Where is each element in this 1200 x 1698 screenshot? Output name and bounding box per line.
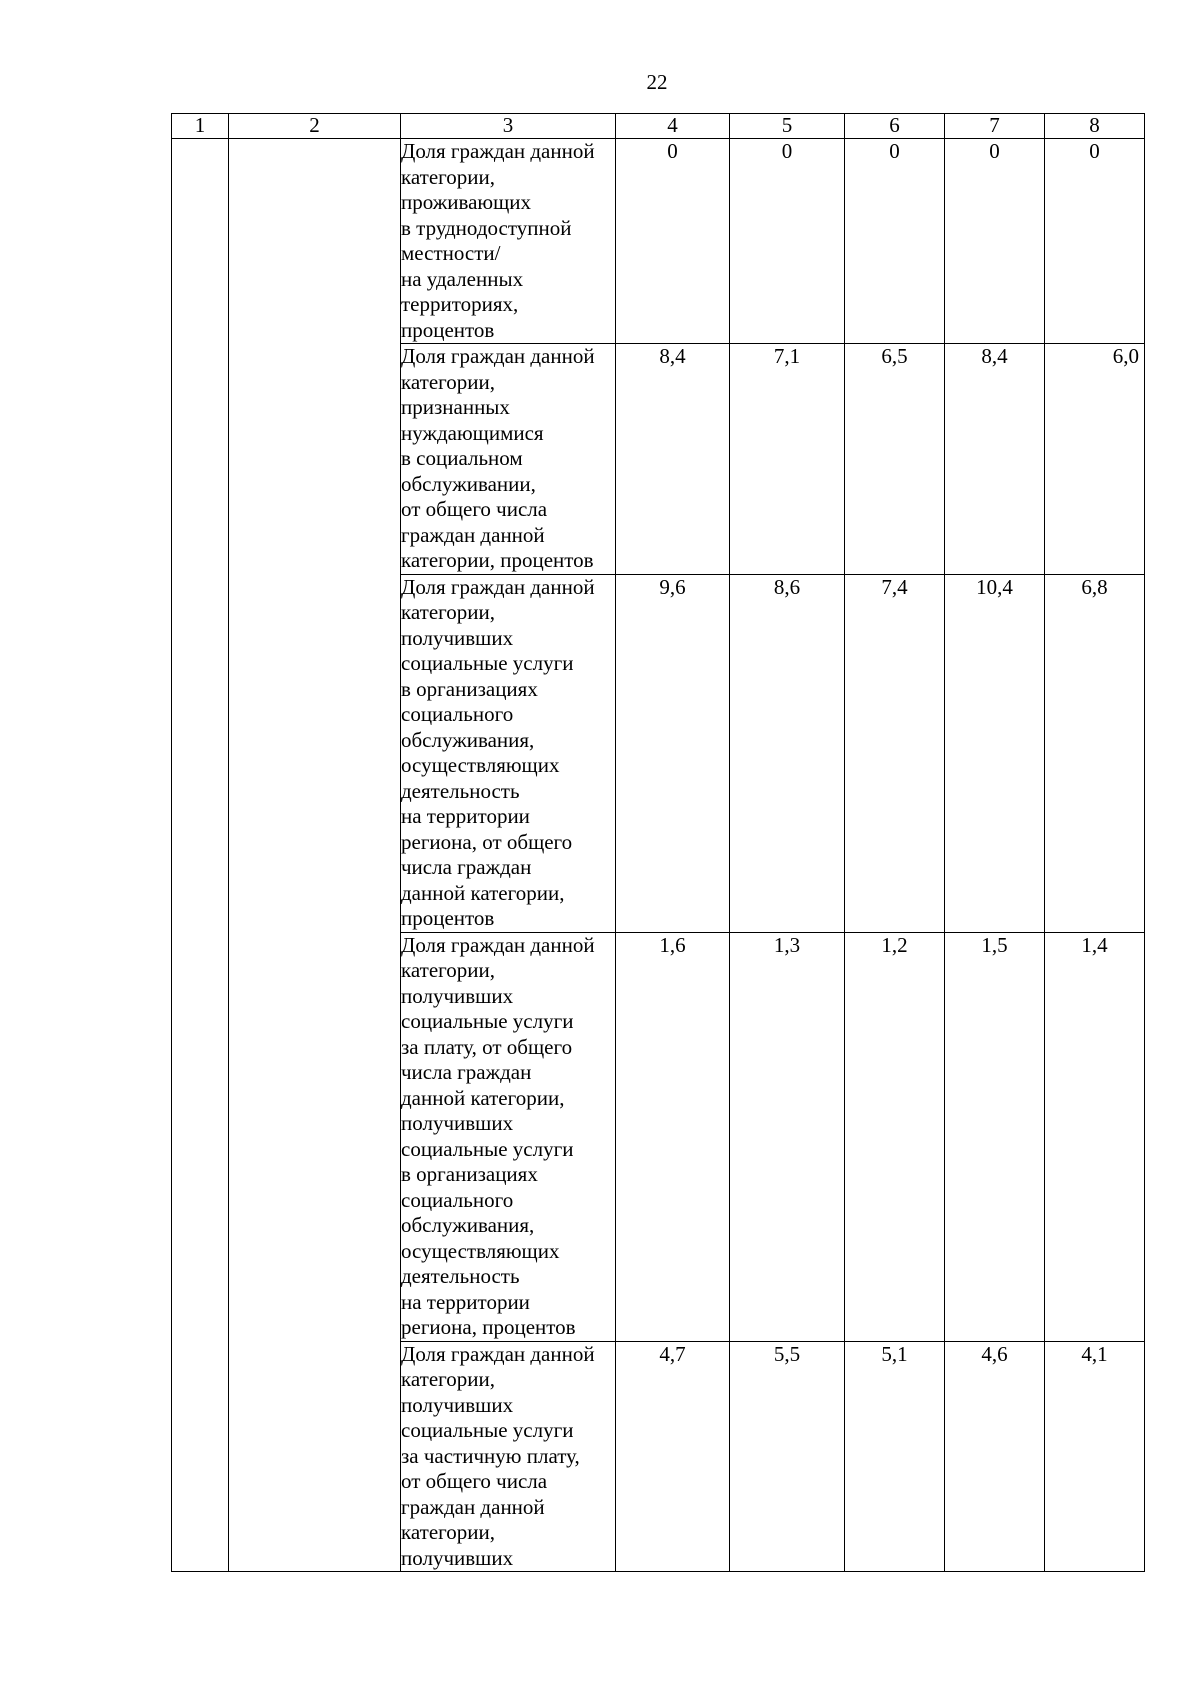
value-cell: 4,1 [1045,1341,1145,1572]
column-number-cell: 3 [401,114,616,139]
value-cell: 1,5 [945,932,1045,1341]
column-number-row [172,114,1145,139]
value-cell: 1,4 [1045,932,1145,1341]
value-cell: 0 [730,139,845,344]
empty-cell-col2 [229,139,401,1572]
value-cell: 9,6 [616,574,730,932]
value-cell: 1,3 [730,932,845,1341]
value-cell: 0 [1045,139,1145,344]
column-number-cell: 4 [616,114,730,139]
value-cell: 0 [616,139,730,344]
page-number: 22 [646,70,668,94]
column-number-cell: 5 [730,114,845,139]
indicator-description: Доля граждан данной категории, получивших социальные услуги за плату, от общего числа граждан данной категории, получивших социальные услуги в организациях социального обслуживания, осуществляющих деятельность на территории региона, процентов [401,932,616,1341]
indicator-description: Доля граждан данной категории, проживающих в труднодоступной местности/ на удаленных территориях, процентов [401,139,616,344]
value-cell: 4,6 [945,1341,1045,1572]
value-cell: 0 [945,139,1045,344]
column-number-cell: 7 [945,114,1045,139]
value-cell: 1,2 [845,932,945,1341]
column-number-cell: 1 [172,114,229,139]
value-cell: 8,4 [945,344,1045,575]
column-number-cell: 6 [845,114,945,139]
value-cell: 8,4 [616,344,730,575]
value-cell: 5,1 [845,1341,945,1572]
value-cell: 0 [845,139,945,344]
indicator-description: Доля граждан данной категории, получивших социальные услуги за частичную плату, от общего числа граждан данной категории, получивших [401,1341,616,1572]
indicator-description: Доля граждан данной категории, признанных нуждающимися в социальном обслуживании, от общего числа граждан данной категории, процентов [401,344,616,575]
column-number-cell: 2 [229,114,401,139]
indicators-table [171,113,1145,1572]
indicator-description: Доля граждан данной категории, получивших социальные услуги в организациях социального обслуживания, осуществляющих деятельность на территории региона, от общего числа граждан данной категории, процентов [401,574,616,932]
value-cell: 4,7 [616,1341,730,1572]
value-cell: 6,5 [845,344,945,575]
value-cell: 7,1 [730,344,845,575]
value-cell: 6,8 [1045,574,1145,932]
value-cell: 5,5 [730,1341,845,1572]
empty-cell-col1 [172,139,229,1572]
value-cell: 10,4 [945,574,1045,932]
value-cell: 1,6 [616,932,730,1341]
value-cell: 7,4 [845,574,945,932]
table-row [172,139,1145,344]
column-number-cell: 8 [1045,114,1145,139]
value-cell: 8,6 [730,574,845,932]
value-cell: 6,0 [1045,344,1145,575]
